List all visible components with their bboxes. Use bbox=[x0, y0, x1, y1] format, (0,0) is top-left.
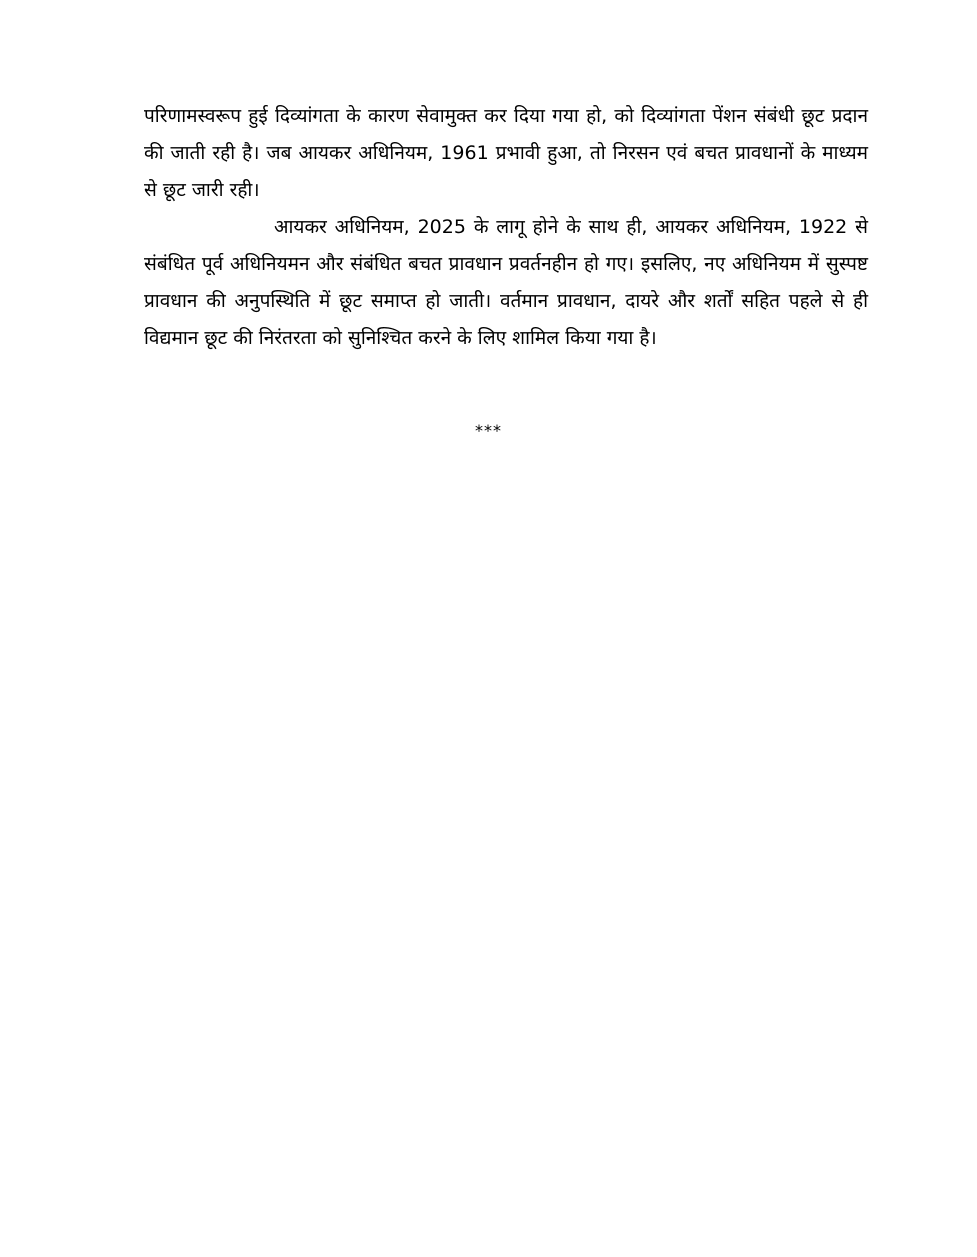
end-marker: *** bbox=[475, 421, 502, 440]
document-body bbox=[144, 98, 868, 357]
paragraph-1: परिणामस्वरूप हुई दिव्यांगता के कारण सेवामुक्त कर दिया गया हो, को दिव्यांगता पेंशन संबंधी छूट प्रदान की जाती रही है। जब आयकर अधिनियम, 1961 प्रभावी हुआ, तो निरसन एवं बचत प्रावधानों के माध्यम से छूट जारी रही। bbox=[144, 105, 868, 201]
paragraph-2: आयकर अधिनियम, 2025 के लागू होने के साथ ही, आयकर अधिनियम, 1922 से संबंधित पूर्व अधिनियमन और संबंधित बचत प्रावधान प्रवर्तनहीन हो गए। इसलिए, नए अधिनियम में सुस्पष्ट प्रावधान की अनुपस्थिति में छूट समाप्त हो जाती। वर्तमान प्रावधान, दायरे और शर्तों सहित पहले से ही विद्यमान छूट की निरंतरता को सुनिश्चित करने के लिए शामिल किया गया है। bbox=[144, 216, 868, 349]
